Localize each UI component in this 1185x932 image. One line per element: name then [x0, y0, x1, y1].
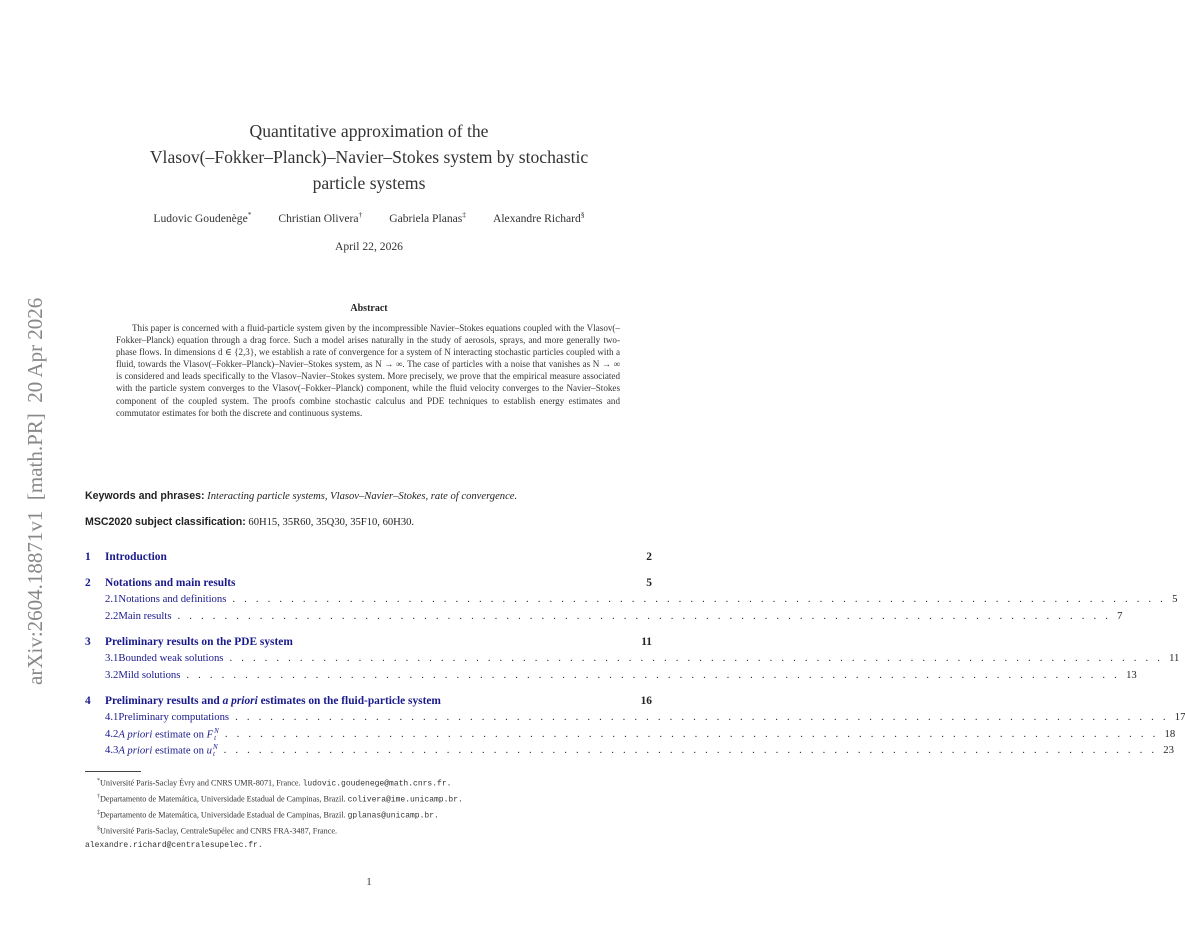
toc-title-part: estimates on the fluid-particle system — [257, 695, 441, 707]
keywords — [85, 490, 665, 502]
toc-title — [118, 728, 218, 742]
title-line-3: particle systems — [312, 173, 426, 193]
title-line-1: Quantitative approximation of the — [249, 121, 489, 141]
toc-number: 4.2 — [105, 727, 119, 740]
title-line-2: Vlasov(–Fokker–Planck)–Navier–Stokes system by stochastic — [149, 147, 589, 167]
toc-title: Notations and main results — [105, 577, 236, 589]
toc-number: 4.1 — [105, 711, 119, 723]
footnote-email[interactable]: gplanas@unicamp.br. — [347, 812, 439, 822]
footnote-email[interactable]: alexandre.richard@centralesupelec.fr. — [85, 840, 263, 850]
footnote-mark: ‡ — [97, 810, 100, 817]
toc-leader: . . . . . . . . . . . . . . . . . . . . . . . . . . . . . . . . . . . . . . . . . . . . . . . . . . . . . . . . . . . . . . . . . . . . . . . . . . . . . . . . — [223, 744, 1158, 757]
author-footnote-mark[interactable]: * — [247, 210, 252, 219]
toc-leader: . . . . . . . . . . . . . . . . . . . . . . . . . . . . . . . . . . . . . . . . . . . . . . . . . . . . . . . . . . . . . . . . . . . . . . . . . . . . . . . . — [229, 652, 1164, 664]
toc-page: 2 — [646, 551, 652, 563]
paper-date: April 22, 2026 — [335, 240, 403, 253]
math-superscript: N — [212, 743, 218, 751]
toc-leader: . . . . . . . . . . . . . . . . . . . . . . . . . . . . . . . . . . . . . . . . . . . . . . . . . . . . . . . . . . . . . . . . . . . . . . . . . . . . . . . . — [186, 668, 1121, 681]
toc-page: 7 — [1117, 609, 1123, 622]
footnote-text: Université Paris-Saclay, CentraleSupélec and CNRS FRA-3487, France. — [100, 827, 338, 837]
toc-title — [118, 744, 217, 758]
footnote-mark: * — [97, 778, 100, 784]
toc-leader: . . . . . . . . . . . . . . . . . . . . . . . . . . . . . . . . . . . . . . . . . . . . . . . . . . . . . . . . . . . . . . . . . . . . . . . . . . . . . . . . — [177, 609, 1112, 622]
toc-section-1[interactable] — [85, 551, 652, 567]
toc-page: 13 — [1126, 668, 1137, 681]
toc-subsection-3-1[interactable] — [85, 652, 1180, 669]
footnote-4-email-line — [85, 839, 685, 852]
toc-leader: . . . . . . . . . . . . . . . . . . . . . . . . . . . . . . . . . . . . . . . . . . . . . . . . . . . . . . . . . . . . . . . . . . . . . . . . . . . . . . . . — [232, 593, 1167, 605]
toc-page: 5 — [1172, 593, 1178, 605]
author-name: Christian Olivera — [278, 211, 359, 225]
toc-title-emphasis: A priori — [118, 744, 153, 757]
toc-number: 4.3 — [105, 744, 119, 757]
footnote-mark: † — [97, 794, 100, 801]
toc-title: Notations and definitions — [118, 593, 227, 605]
math-subscript: t — [214, 733, 217, 742]
keywords-value: Interacting particle systems, Vlasov–Navier–Stokes, rate of convergence. — [207, 491, 518, 502]
keywords-label: Keywords and phrases: — [85, 490, 205, 502]
author-3 — [389, 212, 466, 225]
arxiv-stamp-text: arXiv:2604.18871v1 [math.PR] 20 Apr 2026 — [23, 297, 47, 685]
footnote-text: Departamento de Matemática, Universidade Estadual de Campinas, Brazil. — [100, 794, 346, 804]
toc-number: 2 — [85, 577, 91, 589]
toc-title-emphasis: A priori — [118, 727, 153, 740]
toc-section-2[interactable] — [85, 577, 652, 593]
footnote-mark: § — [97, 826, 100, 833]
toc-page: 5 — [646, 577, 652, 589]
toc-number: 4 — [85, 695, 91, 707]
footnote-email[interactable]: ludovic.goudenege@math.cnrs.fr. — [302, 779, 452, 789]
paper-title — [0, 118, 738, 196]
author-2 — [278, 212, 362, 225]
author-name: Ludovic Goudenège — [153, 211, 248, 225]
math-symbol: u — [206, 744, 212, 757]
author-4 — [493, 212, 585, 225]
page-number: 1 — [366, 876, 372, 888]
toc-subsection-3-2[interactable] — [85, 668, 1137, 686]
toc-subsection-4-1[interactable] — [85, 711, 1185, 728]
toc-subsection-4-3[interactable] — [85, 743, 1174, 761]
table-of-contents — [85, 551, 1185, 761]
author-footnote-mark[interactable]: § — [580, 210, 585, 219]
msc-classification — [85, 516, 665, 528]
author-footnote-mark[interactable]: † — [358, 210, 363, 219]
author-name: Alexandre Richard — [492, 211, 581, 225]
toc-title: Main results — [118, 609, 172, 622]
toc-title-part: estimate on — [152, 744, 207, 757]
author-footnote-mark[interactable]: ‡ — [462, 210, 467, 219]
toc-title: Preliminary computations — [118, 711, 230, 723]
author-list — [0, 210, 738, 225]
toc-title: Mild solutions — [118, 668, 181, 681]
author-1 — [153, 212, 251, 225]
toc-page: 23 — [1163, 744, 1174, 757]
msc-value: 60H15, 35R60, 35Q30, 35F10, 60H30. — [248, 517, 415, 528]
toc-title: Bounded weak solutions — [118, 652, 224, 664]
abstract-heading: Abstract — [350, 303, 388, 314]
toc-leader: . . . . . . . . . . . . . . . . . . . . . . . . . . . . . . . . . . . . . . . . . . . . . . . . . . . . . . . . . . . . . . . . . . . . . . . . . . . . . . . . — [235, 711, 1169, 723]
toc-title-part: estimate on — [152, 727, 207, 740]
toc-title: Introduction — [105, 551, 167, 563]
toc-number: 3.2 — [105, 668, 119, 681]
math-scripts — [214, 728, 219, 742]
math-symbol: F — [206, 727, 214, 740]
toc-subsection-2-1[interactable] — [85, 593, 1178, 610]
toc-section-4[interactable] — [85, 695, 652, 711]
toc-page: 17 — [1174, 711, 1185, 723]
toc-page: 18 — [1164, 727, 1176, 740]
math-subscript: t — [212, 750, 215, 758]
toc-number: 3 — [85, 636, 91, 648]
toc-title — [105, 695, 441, 707]
footnote-text: Université Paris-Saclay Évry and CNRS UMR-8071, France. — [100, 778, 301, 788]
toc-number: 3.1 — [105, 652, 119, 664]
footnote-text: Departamento de Matemática, Universidade Estadual de Campinas, Brazil. — [100, 811, 346, 821]
footnotes — [85, 775, 685, 852]
math-scripts — [213, 744, 218, 758]
author-name: Gabriela Planas — [389, 211, 463, 225]
toc-title-emphasis: a priori — [222, 695, 258, 707]
math-superscript: N — [214, 726, 219, 735]
toc-page: 11 — [641, 636, 652, 648]
footnote-rule — [85, 771, 141, 772]
toc-leader: . . . . . . . . . . . . . . . . . . . . . . . . . . . . . . . . . . . . . . . . . . . . . . . . . . . . . . . . . . . . . . . . . . . . . . . . . . . . . . . . — [224, 727, 1159, 740]
toc-number: 2.1 — [105, 593, 119, 605]
toc-page: 16 — [640, 695, 652, 707]
toc-page: 11 — [1169, 652, 1180, 664]
toc-title: Preliminary results on the PDE system — [105, 636, 293, 648]
footnote-4 — [85, 823, 685, 838]
toc-section-3[interactable] — [85, 636, 652, 652]
toc-subsection-4-2[interactable] — [85, 726, 1176, 745]
footnote-email[interactable]: colivera@ime.unicamp.br. — [347, 795, 463, 805]
msc-label: MSC2020 subject classification: — [85, 516, 246, 528]
abstract-text: This paper is concerned with a fluid-particle system given by the incompressible Navier–Stokes equations coupled with the Vlasov(–Fokker–Planck) equation through a drag force. Such a model arises naturally in the study of aerosols, sprays, and more generally two-phase flows. In dimensions d ∈ {2,3}, we establish a rate of convergence for a system of N interacting stochastic particles coupled with a fluid, towards the Vlasov(–Fokker–Planck)–Navier–Stokes system, as N → ∞. The case of particles with a noise that vanishes as N → ∞ is considered and leads specifically to the Vlasov–Navier–Stokes system. More precisely, we prove that the empirical measure associated with the particle system converges to the Vlasov(–Fokker–Planck) component, while the fluid velocity converges to the Navier–Stokes component of the coupled system. The proofs combine stochastic calculus and PDE techniques to establish energy estimates and commutator estimates for both the discrete and continuous systems. — [116, 323, 620, 418]
toc-number: 2.2 — [105, 609, 119, 622]
footnote-2 — [85, 791, 685, 807]
toc-subsection-2-2[interactable] — [85, 609, 1123, 627]
toc-number: 1 — [85, 551, 91, 563]
toc-title-part: Preliminary results and — [105, 695, 223, 707]
footnote-3 — [85, 807, 685, 823]
footnote-1 — [85, 775, 685, 791]
